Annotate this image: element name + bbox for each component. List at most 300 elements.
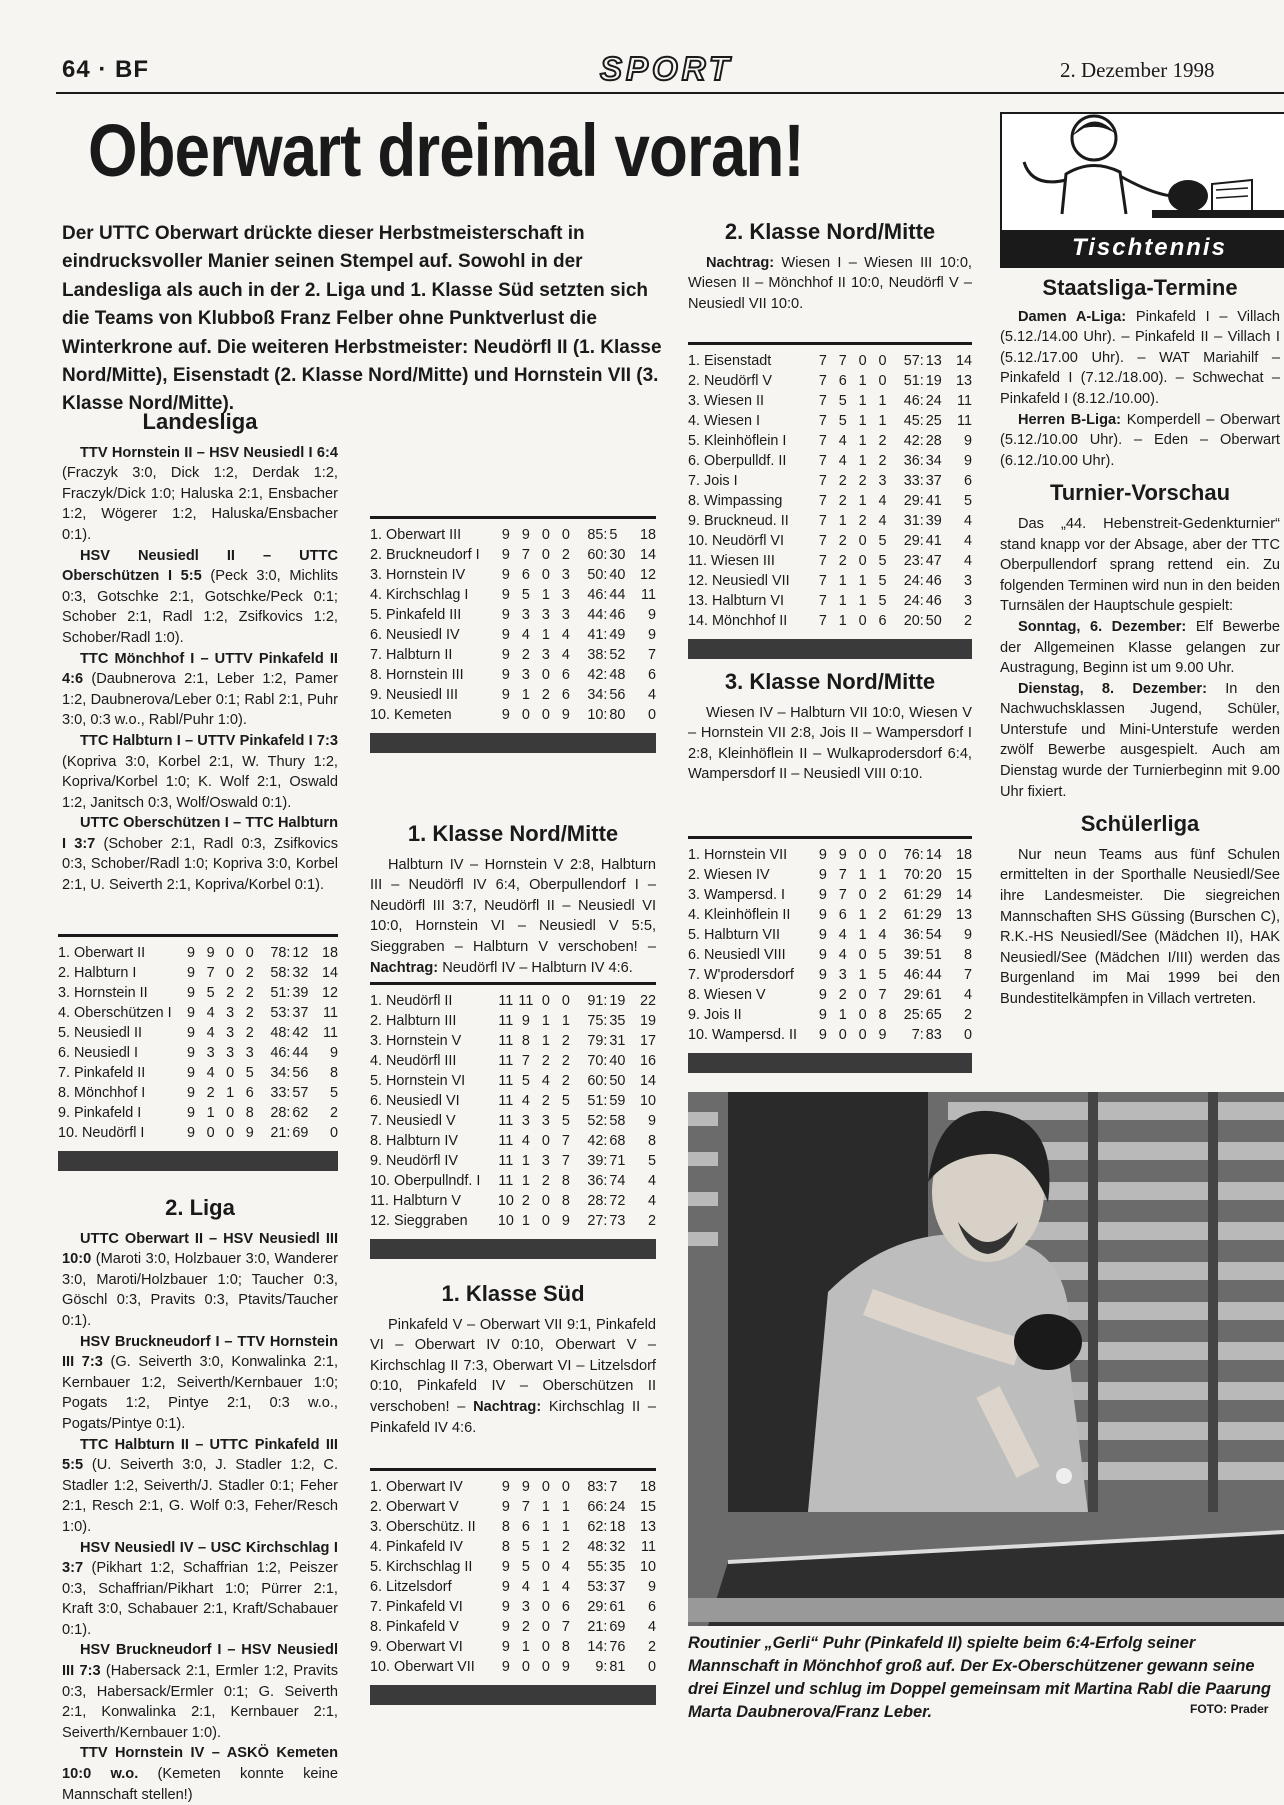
stat-cell: 1: [858, 927, 867, 943]
table-row: [688, 611, 972, 631]
stat-cell: 9: [818, 1007, 827, 1023]
stat-cell: 4: [561, 627, 570, 643]
stat-cell: 0: [647, 1659, 656, 1675]
stat-cell: 37: [609, 1579, 626, 1595]
stat-cell: 9: [818, 987, 827, 1003]
team-cell: 4. Kleinhöflein II: [688, 907, 791, 923]
stat-cell: 79:: [587, 1033, 608, 1049]
stat-cell: 9: [521, 1013, 530, 1029]
stat-cell: 11: [498, 1033, 514, 1049]
stat-cell: 61: [925, 987, 942, 1003]
table-row: [688, 865, 972, 885]
table-row: [370, 1517, 656, 1537]
stat-cell: 9: [501, 647, 510, 663]
stat-cell: 11: [498, 1173, 514, 1189]
table-rule: [370, 516, 656, 519]
stat-cell: 59: [609, 1093, 626, 1109]
stat-cell: 3: [226, 1025, 235, 1041]
stat-cell: 1: [858, 413, 867, 429]
team-cell: 2. Neudörfl V: [688, 373, 772, 389]
klasse3nord-column: [688, 669, 972, 785]
table-end-bar: [58, 1151, 338, 1171]
stat-cell: 23:: [903, 553, 924, 569]
stat-cell: 8: [647, 1133, 656, 1149]
stat-cell: 31:: [903, 513, 924, 529]
stat-cell: 4: [878, 927, 887, 943]
stat-cell: 7: [818, 373, 827, 389]
stat-cell: 9: [501, 627, 510, 643]
stat-cell: 11: [498, 1053, 514, 1069]
stat-cell: 1: [541, 1539, 550, 1555]
stat-cell: 2: [838, 533, 847, 549]
stat-cell: 46:: [587, 587, 608, 603]
landesliga-title: Landesliga: [142, 409, 258, 434]
stat-cell: 4: [521, 1133, 530, 1149]
table-row: [370, 1111, 656, 1131]
team-cell: 3. Hornstein V: [370, 1033, 462, 1049]
stat-cell: 37: [925, 473, 942, 489]
klasse3nord-title: 3. Klasse Nord/Mitte: [724, 669, 936, 694]
stat-cell: 10: [497, 1213, 514, 1229]
standings-table: [370, 1477, 656, 1677]
result-item: HSV Bruckneudorf I – HSV Neusiedl III 7:3 (Habersack 2:1, Ermler 1:2, Pravits 0:3, Habersack/Ermler 0:1; G. Seiverth 2:1, Konwalinka 2:1, Kernbauer 2:1, Seiverth/Kernbauer 1:0).: [62, 1642, 338, 1741]
turnier-day2: Dienstag, 8. Dezember: In den Nachwuchsklassen Jugend, Schüler, Unterstufe und Mini-Unterstufe werden zwölf Bewerbe ausgespielt. Auch am Dienstag wurde der Turnierbeginn mit 9.00 Uhr fixiert.: [1000, 680, 1280, 800]
stat-cell: 4: [561, 1559, 570, 1575]
stat-cell: 1: [858, 453, 867, 469]
team-cell: 5. Kirchschlag II: [370, 1559, 473, 1575]
table-row: [688, 1025, 972, 1045]
stat-cell: 40: [609, 567, 626, 583]
stat-cell: 7: [818, 613, 827, 629]
stat-cell: 70:: [587, 1053, 608, 1069]
klasse1nord-standings: [370, 982, 656, 1259]
stat-cell: 51:: [903, 373, 924, 389]
team-cell: 2. Halbturn III: [370, 1013, 457, 1029]
stat-cell: 19: [609, 993, 626, 1009]
table-row: [688, 471, 972, 491]
stat-cell: 0: [329, 1125, 338, 1141]
stat-cell: 1: [521, 1213, 530, 1229]
stat-cell: 1: [226, 1085, 235, 1101]
klasse1sued-column: [370, 1281, 656, 1438]
stat-cell: 2: [878, 907, 887, 923]
stat-cell: 3: [963, 593, 972, 609]
stat-cell: 6: [838, 373, 847, 389]
stat-cell: 2: [838, 987, 847, 1003]
stat-cell: 2: [647, 1639, 656, 1655]
stat-cell: 13: [955, 373, 972, 389]
table-row: [370, 1171, 656, 1191]
stat-cell: 9: [186, 965, 195, 981]
stat-cell: 1: [838, 513, 847, 529]
stat-cell: 9: [501, 567, 510, 583]
team-cell: 1. Hornstein VII: [688, 847, 788, 863]
section-title: SPORT: [600, 50, 734, 87]
stat-cell: 37: [292, 1005, 309, 1021]
result-item: TTV Hornstein IV – ASKÖ Kemeten 10:0 w.o. (Kemeten konnte keine Mannschaft stellen!): [62, 1745, 338, 1803]
liga2-column: [62, 1195, 339, 1805]
stat-cell: 36:: [587, 1173, 608, 1189]
stat-cell: 32: [609, 1539, 626, 1555]
stat-cell: 28: [925, 433, 942, 449]
stat-cell: 85:: [587, 527, 608, 543]
stat-cell: 1: [838, 573, 847, 589]
stat-cell: 9: [501, 1599, 510, 1615]
stat-cell: 1: [858, 967, 867, 983]
stat-cell: 9: [501, 707, 510, 723]
stat-cell: 0: [226, 965, 235, 981]
stat-cell: 7: [818, 473, 827, 489]
table-row: [370, 1657, 656, 1677]
stat-cell: 7: [838, 887, 847, 903]
stat-cell: 1: [541, 587, 550, 603]
stat-cell: 39: [925, 513, 942, 529]
table-row: [370, 625, 656, 645]
stat-cell: 1: [521, 1173, 530, 1189]
stat-cell: 18: [639, 1479, 656, 1495]
stat-cell: 11: [518, 993, 534, 1009]
table-row: [688, 571, 972, 591]
stat-cell: 24: [925, 393, 942, 409]
stat-cell: 9: [329, 1045, 338, 1061]
table-row: [370, 565, 656, 585]
team-cell: 8. Wimpassing: [688, 493, 783, 509]
klasse1nord-title: 1. Klasse Nord/Mitte: [407, 821, 619, 846]
klasse1sued-title: 1. Klasse Süd: [441, 1281, 585, 1306]
stat-cell: 0: [226, 1125, 235, 1141]
stat-cell: 27:: [587, 1213, 608, 1229]
team-cell: 6. Neusiedl I: [58, 1045, 138, 1061]
team-cell: 9. Bruckneud. II: [688, 513, 789, 529]
stat-cell: 36:: [903, 453, 924, 469]
klasse2nord-column: [688, 219, 972, 314]
stat-cell: 0: [541, 527, 550, 543]
stat-cell: 11: [957, 393, 972, 409]
stat-cell: 56: [609, 687, 626, 703]
stat-cell: 5: [521, 1559, 530, 1575]
stat-cell: 3: [838, 967, 847, 983]
stat-cell: 9: [878, 1027, 887, 1043]
stat-cell: 1: [561, 1499, 570, 1515]
team-cell: 2. Bruckneudorf I: [370, 547, 480, 563]
standings-table: [370, 991, 656, 1231]
stat-cell: 7: [818, 433, 827, 449]
stat-cell: 24:: [903, 593, 924, 609]
stat-cell: 1: [541, 1033, 550, 1049]
issue-date: 2. Dezember 1998: [1060, 58, 1215, 82]
stat-cell: 62:: [587, 1519, 608, 1535]
table-row: [370, 525, 656, 545]
team-cell: 4. Neudörfl III: [370, 1053, 457, 1069]
stat-cell: 8: [561, 1173, 570, 1189]
stat-cell: 2: [561, 1539, 570, 1555]
team-cell: 3. Wampersd. I: [688, 887, 786, 903]
table-row: [370, 991, 656, 1011]
stat-cell: 48: [609, 667, 626, 683]
team-cell: 3. Oberschütz. II: [370, 1519, 476, 1535]
klasse1nord-results: Halbturn IV – Hornstein V 2:8, Halbturn III – Neudörfl IV 6:4, Oberpullendorf I – Neudörfl III 3:7, Neudörfl II – Neusiedl VI 10:0, Hornstein VI – Neusiedl V 5:5, Sieggraben – Halbturn V verschoben! – Nachtrag: Neudörfl IV – Halbturn IV 4:6.: [370, 856, 656, 976]
stat-cell: 0: [541, 1599, 550, 1615]
table-row: [370, 1031, 656, 1051]
stat-cell: 10: [639, 1093, 656, 1109]
stat-cell: 3: [561, 567, 570, 583]
stat-cell: 19: [639, 1013, 656, 1029]
stat-cell: 9: [561, 707, 570, 723]
stat-cell: 20: [925, 867, 942, 883]
stat-cell: 0: [858, 553, 867, 569]
turnier-text: Das „44. Hebenstreit-Gedenkturnier“ stand knapp vor der Absage, aber der TTC Oberpullendorf sprang rettend ein. Zu folgenden Terminen wird nun in den beiden Turnsälen der Hauptschule gespielt:: [1000, 515, 1280, 615]
stat-cell: 2: [878, 433, 887, 449]
stat-cell: 1: [858, 907, 867, 923]
stat-cell: 2: [878, 453, 887, 469]
table-row: [370, 585, 656, 605]
headline: Oberwart dreimal voran!: [88, 109, 804, 192]
stat-cell: 1: [878, 413, 887, 429]
team-cell: 11. Halbturn V: [370, 1193, 461, 1209]
stat-cell: 7:: [911, 1027, 924, 1043]
stat-cell: 5: [521, 1539, 530, 1555]
stat-cell: 9: [521, 527, 530, 543]
table-row: [688, 1005, 972, 1025]
stat-cell: 8: [245, 1105, 254, 1121]
stat-cell: 1: [878, 867, 887, 883]
stat-cell: 0: [858, 1007, 867, 1023]
team-cell: 2. Oberwart V: [370, 1499, 459, 1515]
stat-cell: 11: [498, 1153, 514, 1169]
tischtennis-logo: [1000, 112, 1284, 268]
stat-cell: 4: [647, 1193, 656, 1209]
team-cell: 5. Kleinhöflein I: [688, 433, 787, 449]
stat-cell: 7: [521, 1499, 530, 1515]
stat-cell: 4: [878, 493, 887, 509]
stat-cell: 21:: [587, 1619, 608, 1635]
page-number: 64 · BF: [62, 56, 150, 83]
team-cell: 7. Halbturn II: [370, 647, 453, 663]
stat-cell: 0: [541, 567, 550, 583]
stat-cell: 32: [292, 965, 309, 981]
table-row: [370, 1191, 656, 1211]
stat-cell: 61:: [903, 907, 924, 923]
stat-cell: 4: [878, 513, 887, 529]
stat-cell: 9: [521, 1479, 530, 1495]
team-cell: 4. Wiesen I: [688, 413, 760, 429]
stat-cell: 7: [818, 513, 827, 529]
klasse2nord-results: Nachtrag: Wiesen I – Wiesen III 10:0, Wiesen II – Mönchhof II 10:0, Neudörfl V – Neusiedl VII 10:0.: [688, 254, 972, 312]
stat-cell: 44: [609, 587, 626, 603]
stat-cell: 18: [639, 527, 656, 543]
klasse2nord-standings: [688, 342, 972, 659]
stat-cell: 2: [878, 887, 887, 903]
stat-cell: 3: [521, 1599, 530, 1615]
stat-cell: 7: [818, 553, 827, 569]
stat-cell: 46:: [270, 1045, 291, 1061]
stat-cell: 8: [878, 1007, 887, 1023]
klasse3nord-standings: [688, 836, 972, 1073]
stat-cell: 35: [609, 1013, 626, 1029]
stat-cell: 5: [878, 967, 887, 983]
team-cell: 4. Kirchschlag I: [370, 587, 469, 603]
stat-cell: 5: [521, 587, 530, 603]
stat-cell: 52: [609, 647, 626, 663]
stat-cell: 3: [521, 607, 530, 623]
stat-cell: 1: [541, 1499, 550, 1515]
stat-cell: 65: [925, 1007, 942, 1023]
stat-cell: 0: [858, 987, 867, 1003]
table-end-bar: [370, 1685, 656, 1705]
stat-cell: 50: [925, 613, 942, 629]
stat-cell: 18: [321, 945, 338, 961]
stat-cell: 0: [521, 1659, 530, 1675]
stat-cell: 7: [818, 533, 827, 549]
table-row: [58, 983, 338, 1003]
stat-cell: 6: [647, 667, 656, 683]
team-cell: 10. Neudörfl VI: [688, 533, 784, 549]
stat-cell: 4: [521, 1579, 530, 1595]
stat-cell: 33:: [270, 1085, 291, 1101]
stat-cell: 2: [521, 1193, 530, 1209]
stat-cell: 2: [541, 1173, 550, 1189]
stat-cell: 4: [647, 1619, 656, 1635]
stat-cell: 62: [292, 1105, 309, 1121]
stat-cell: 0: [541, 707, 550, 723]
stat-cell: 0: [858, 887, 867, 903]
player-photo: [688, 1092, 1284, 1626]
stat-cell: 4: [206, 1025, 215, 1041]
stat-cell: 11: [498, 1093, 514, 1109]
stat-cell: 2: [521, 1619, 530, 1635]
stat-cell: 52:: [587, 1113, 608, 1129]
stat-cell: 10: [639, 1559, 656, 1575]
stat-cell: 8: [501, 1519, 510, 1535]
stat-cell: 3: [206, 1045, 215, 1061]
table-row: [58, 1103, 338, 1123]
stat-cell: 4: [647, 687, 656, 703]
stat-cell: 0: [561, 1479, 570, 1495]
table-end-bar: [688, 639, 972, 659]
stat-cell: 9: [501, 1479, 510, 1495]
stat-cell: 47: [925, 553, 942, 569]
team-cell: 6. Neusiedl VIII: [688, 947, 786, 963]
stat-cell: 0: [541, 1639, 550, 1655]
stat-cell: 34:: [587, 687, 608, 703]
stat-cell: 5: [609, 527, 618, 543]
table-rule: [688, 836, 972, 839]
stat-cell: 42:: [903, 433, 924, 449]
stat-cell: 8: [561, 1639, 570, 1655]
team-cell: 6. Litzelsdorf: [370, 1579, 452, 1595]
stat-cell: 1: [858, 573, 867, 589]
team-cell: 1. Oberwart III: [370, 527, 462, 543]
stat-cell: 0: [878, 353, 887, 369]
klasse3nord-results: Wiesen IV – Halbturn VII 10:0, Wiesen V – Hornstein VII 2:8, Jois II – Wampersdorf I 2:8, Kleinhöflein II – Wulkaprodersdorf 6:4, Wampersdorf II – Neusiedl VIII 0:10.: [688, 704, 972, 783]
stat-cell: 8: [329, 1065, 338, 1081]
table-row: [688, 531, 972, 551]
stat-cell: 9: [818, 1027, 827, 1043]
table-row: [688, 945, 972, 965]
stat-cell: 7: [206, 965, 215, 981]
stat-cell: 15: [955, 867, 972, 883]
team-cell: 7. Pinkafeld VI: [370, 1599, 463, 1615]
stat-cell: 73: [609, 1213, 626, 1229]
table-row: [370, 685, 656, 705]
stat-cell: 9: [501, 1659, 510, 1675]
stat-cell: 14: [925, 847, 942, 863]
result-item: HSV Neusiedl IV – USC Kirchschlag I 3:7 (Pikhart 1:2, Schaffrian 1:2, Peiszer 0:3, Schaffrian/Pikhart 1:0; Pürrer 2:1, Kraft 3:0, Schabauer 2:1, Kraft/Schabauer 0:1).: [62, 1539, 338, 1638]
stat-cell: 2: [561, 547, 570, 563]
stat-cell: 51:: [270, 985, 291, 1001]
table-row: [688, 371, 972, 391]
stat-cell: 12: [292, 945, 309, 961]
stat-cell: 14:: [587, 1639, 608, 1655]
stat-cell: 11: [498, 993, 514, 1009]
stat-cell: 55:: [587, 1559, 608, 1575]
stat-cell: 69: [609, 1619, 626, 1635]
stat-cell: 1: [858, 493, 867, 509]
landesliga-standings: [58, 934, 338, 1171]
stat-cell: 0: [541, 1213, 550, 1229]
header-rule: [56, 92, 1284, 94]
team-cell: 10. Wampersd. II: [688, 1027, 798, 1043]
stat-cell: 4: [838, 453, 847, 469]
stat-cell: 3: [521, 1113, 530, 1129]
team-cell: 10. Kemeten: [370, 707, 452, 723]
team-cell: 12. Neusiedl VII: [688, 573, 790, 589]
stat-cell: 0: [858, 1027, 867, 1043]
stat-cell: 39:: [903, 947, 924, 963]
stat-cell: 6: [561, 687, 570, 703]
stat-cell: 7: [561, 1133, 570, 1149]
team-cell: 8. Wiesen V: [688, 987, 766, 1003]
stat-cell: 9: [245, 1125, 254, 1141]
stat-cell: 9: [963, 927, 972, 943]
stat-cell: 1: [521, 687, 530, 703]
table-row: [58, 1043, 338, 1063]
stat-cell: 3: [878, 473, 887, 489]
turnier-title: Turnier-Vorschau: [1049, 480, 1231, 506]
stat-cell: 1: [858, 867, 867, 883]
stat-cell: 53:: [587, 1579, 608, 1595]
schuelerliga-title: Schülerliga: [1080, 811, 1200, 837]
stat-cell: 76:: [903, 847, 924, 863]
stat-cell: 4: [838, 433, 847, 449]
stat-cell: 44:: [587, 607, 608, 623]
stat-cell: 81: [609, 1659, 626, 1675]
stat-cell: 6: [521, 567, 530, 583]
stat-cell: 18: [609, 1519, 626, 1535]
stat-cell: 71: [609, 1153, 626, 1169]
table-row: [688, 885, 972, 905]
stat-cell: 0: [541, 1559, 550, 1575]
stat-cell: 9: [186, 1085, 195, 1101]
stat-cell: 9: [186, 1005, 195, 1021]
stat-cell: 3: [541, 1113, 550, 1129]
stat-cell: 9: [647, 1113, 656, 1129]
stat-cell: 5: [561, 1113, 570, 1129]
stat-cell: 9: [186, 1025, 195, 1041]
table-row: [370, 665, 656, 685]
stat-cell: 44: [925, 967, 942, 983]
stat-cell: 4: [206, 1005, 215, 1021]
stat-cell: 9: [186, 1065, 195, 1081]
team-cell: 9. Neudörfl IV: [370, 1153, 458, 1169]
stat-cell: 48:: [587, 1539, 608, 1555]
stat-cell: 4: [521, 627, 530, 643]
stat-cell: 61: [609, 1599, 626, 1615]
stat-cell: 1: [521, 1153, 530, 1169]
table-row: [688, 391, 972, 411]
stat-cell: 4: [206, 1065, 215, 1081]
stat-cell: 0: [226, 945, 235, 961]
